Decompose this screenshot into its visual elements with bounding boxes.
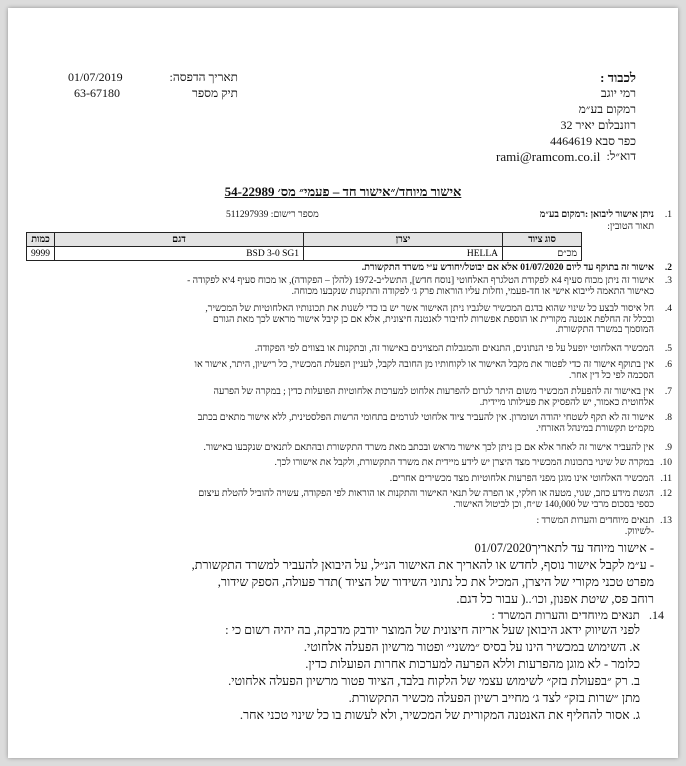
item-13 [536,516,672,537]
registration-number: 511297939 [226,210,269,220]
item-4-line: ובכלל זה החלפת אנטנה מקורית או הוספת אפשרות לחיבור לאנטנה חיצונית, אלא אם כן קיבל אישור מראש לכך מאת הגורם [212,314,654,325]
item-13-sub: -לשיווק. [624,526,654,537]
recipient-street: רוזנבלום יאיר 32 [560,118,636,132]
item-12 [198,489,672,510]
item-3-line: אישור זה ניתן מכוח סעיף 4א לפקודת הטלגרף האלחוטי [נוסח חדש], התשל״ב-1972 (להלן – הפקודה), או מכוח סעיף 4יא לפקודה - [187,276,654,286]
item-11-number: 11. [660,474,672,484]
table-header: יצרן [304,233,503,247]
item-2 [361,263,672,274]
item-5-number: 5. [664,344,672,354]
item-10 [274,458,672,469]
item-11 [389,474,672,485]
item-4 [205,304,672,336]
table-cell: BSD 3-0 SG1 [55,247,304,261]
item-14 [491,608,664,623]
to-label: לכבוד : [600,70,636,85]
item-3-line: כאישור התאמה לייבוא אישי או חד-פעמי, וחלות עליו הוראות פרק ג׳ לפקודה והתקנות שנקבעו מכוחה. [291,286,654,297]
item-14-body [225,622,640,724]
registration-label: מספר רישום: [270,210,319,220]
recipient-company: רמקום בע״מ [578,102,636,116]
item-4-number: 4. [664,304,672,314]
item-2-number: 2. [664,263,672,273]
email[interactable]: rami@ramcom.co.il [496,149,601,164]
item-6-line: הסכמה לפי כל דין אחר. [569,370,654,381]
item-4-line: חל איסור לבצע כל שינוי שהוא בדגם המכשיר שלגביו ניתן האישור אשר יש בו כדי לשנות את תכונותיו האלחוטיות של המכשיר, [205,304,654,314]
item-14-line: ג. אסור להחליף את האנטנה המקורית של המכשיר, ולא לעשות בו כל שינוי טכני אחר. [239,708,640,722]
item-8-line: אישור זה לא תקף לשטחי יהודה ושומרון. אין להעביר ציוד אלחוטי לגורמים בתחומי הרשות הפלסטינית, ללא אישור מתאים בכתב [197,413,654,423]
item-10-text: במקרה של שינוי בתכונות המכשיר מצד היצרן יש לידע מיידית את משרד התקשורת, ולקבל את אישורו לכך. [274,458,654,468]
table-header: דגם [55,233,304,247]
item-8 [197,413,672,434]
recipient-city: כפר סבא 4464619 [550,134,636,148]
item-3-number: 3. [664,276,672,286]
item-13-line: - ע״מ לקבל אישור נוסף, לחדש או להאריך את האישור הנ״ל, על היבואן להעביר למשרד התקשורת, [191,558,654,572]
document-page [8,8,678,758]
registration [226,210,319,221]
print-date-label: תאריך הדפסה: [169,70,238,84]
item-8-line: מקמ״ט תקשורת במינהל האזרחי. [536,423,654,434]
item-14-number: 14. [649,608,664,622]
item-14-line: מתן ״שרות בזק״ לצד ג׳ מחייב רשיון הפעלה מכשיר התקשורת. [348,691,640,705]
table-cell: HELLA [304,247,503,261]
item-7-line: אלחוטית כאמור, יש להפסיק את פעילותו מיידית. [479,397,654,408]
table-cell: מכ״ם [503,247,582,261]
product-label: תאור הטובין: [607,222,654,232]
item-7-number: 7. [664,387,672,397]
file-number: 63-67180 [74,86,120,100]
item-14-line: לפני השיווק ידאג היבואן שעל אריזה חיצונית של המוצר יודבק מדבקה, בה יהיה רשום כי : [225,623,640,637]
item-2-text: אישור זה בתוקף עד ליום 01/07/2020 אלא אם יבוטל/יחודש ע״י משרד התקשורת. [361,263,654,273]
table-header: סוג ציוד [503,233,582,247]
item-7-line: אין באישור זה להפעלת המכשיר משום היתר לגרום להפרעות אלחוט למערכות אלחוטיות הפועלות כדין ; במקרה של הפרעה [213,387,654,397]
print-date: 01/07/2019 [68,70,123,84]
item-3 [187,276,672,297]
item-1-number: 1. [664,210,672,220]
table-header: כמות [27,233,55,247]
item-13-heading: תנאים מיוחדים והערות המשרד : [536,516,654,526]
table-header-row [27,233,582,247]
item-4-line: המוסמך במשרד התקשורת. [555,325,654,335]
item-1 [26,210,672,221]
table-cell: 9999 [27,247,55,261]
recipient-name: רמי יוגב [600,86,636,100]
item-13-line: רוחב פס, שיטת אפנון, וכו׳..( עבור כל דגם. [456,592,654,606]
item-5-text: המכשיר האלחוטי יופעל על פי הנתונים, התנאים והמגבלות המצוינים באישור זה, ובתקנות או בצווים לפי הפקודה. [254,344,654,354]
item-6 [194,360,672,381]
item-13-line: מפרט טכני מקורי של היצרן, המכיל את כל נתוני השידור של הציוד )תדר פעולה, הספק שידור, [217,575,654,589]
document-title: אישור מיוחד/״אישור חד – פעמי״ מס׳ 54-22989 [224,184,462,199]
item-10-number: 10. [660,458,672,468]
email-label: דוא״ל: [606,149,636,163]
item-9-number: 9. [664,443,672,453]
equipment-table [26,232,582,261]
item-7 [213,387,672,408]
importer-text: ניתן אישור ליבואן :רמקום בע״מ [539,210,654,220]
item-9 [203,443,672,454]
item-9-text: אין להעביר אישור זה לאחר אלא אם כן ניתן לכך אישור מראש ובכתב מאת משרד התקשורת ובהתאם לתנאים שנקבעו באישור. [203,443,654,453]
item-6-line: אין בתוקף אישור זה כדי לפטור את מקבל האישור או לקוחותיו מן החובה לקבל, לעניין הפעלת המכשיר, כל רישיון, היתר, אישור או [194,360,654,370]
item-11-text: המכשיר האלחוטי אינו מוגן מפני הפרעות אלחוטיות מצד מכשירים אחרים. [389,474,654,484]
item-8-number: 8. [664,413,672,423]
item-6-number: 6. [664,360,672,370]
file-number-label: תיק מספר [191,86,238,100]
item-13-line: - אישור מיוחד עד לתאריך01/07/2020 [474,541,654,555]
item-12-line: הגשת מידע כוזב, שגוי, מטעה או חלקי, או הפרה של תנאי האישור והתקנות או הוראות לפי הפקודה, עשויה להוביל להטלת עיצום [198,489,654,499]
item-14-heading: תנאים מיוחדים והערות המשרד : [491,608,640,622]
item-12-number: 12. [660,489,672,499]
table-row [27,247,582,261]
item-5 [254,344,672,355]
item-14-line: ב. רק ״בפעולת בזק״ לשימוש עצמי של הלקוח בלבד, הציוד פטור מרשיון הפעלה אלחוטי. [228,674,640,688]
item-14-line: א. השימוש במכשיר הינו על בסיס ״משני״ ופטור מרשיון הפעלה אלחוטי. [303,640,640,654]
item-14-line: כלומר - לא מוגן מהפרעות וללא הפרעה למערכות אחרות הפועלות כדין. [305,657,640,671]
item-12-line: כספי בסכום מרבי של 140,000 ש״ח, וכן לביטול האישור. [453,499,654,510]
item-13-body [192,540,654,608]
item-13-number: 13. [660,516,672,526]
